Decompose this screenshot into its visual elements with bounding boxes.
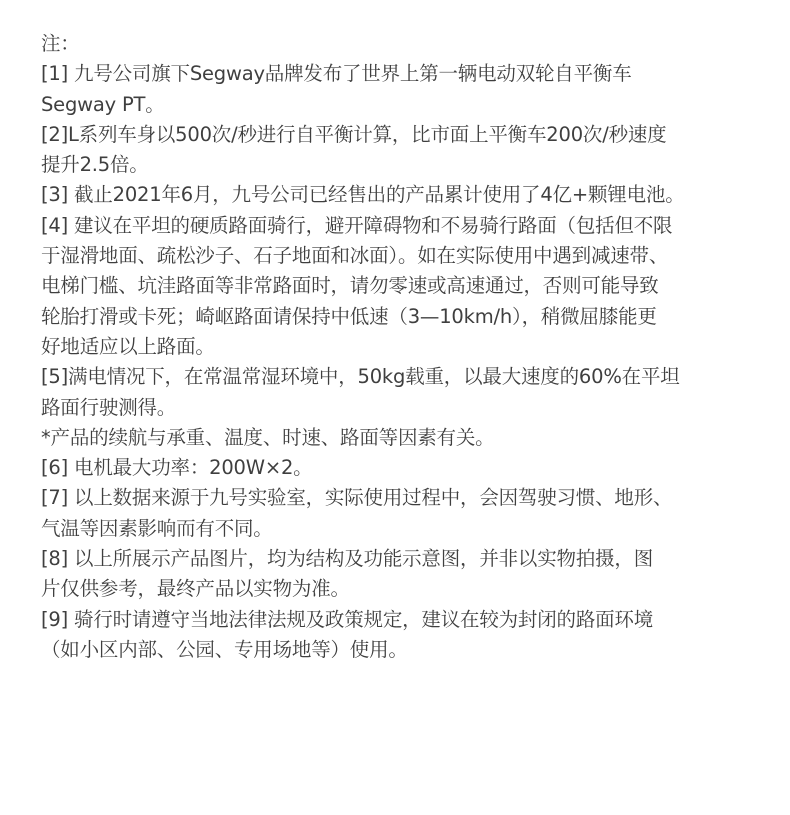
- note-4-line-3: 电梯门槛、坑洼路面等非常路面时，请勿零速或高速通过，否则可能导致: [41, 274, 659, 298]
- note-9-line-2: （如小区内部、公园、专用场地等）使用。: [41, 637, 408, 661]
- note-4-line-5: 好地适应以上路面。: [41, 334, 215, 358]
- note-7-line-2: 气温等因素影响而有不同。: [41, 516, 273, 540]
- note-5-line-1: [5]满电情况下，在常温常湿环境中，50kg载重，以最大速度的60%在平坦: [41, 365, 680, 389]
- note-8-line-1: [8] 以上所展示产品图片，均为结构及功能示意图，并非以实物拍摄，图: [41, 547, 654, 571]
- note-6-line-1: [6] 电机最大功率：200W×2。: [41, 456, 313, 480]
- note-4-line-1: [4] 建议在平坦的硬质路面骑行，避开障碍物和不易骑行路面（包括但不限: [41, 213, 673, 237]
- footnotes-block: [41, 29, 761, 665]
- note-4-line-2: 于湿滑地面、疏松沙子、石子地面和冰面）。如在实际使用中遇到减速带、: [41, 244, 669, 268]
- note-asterisk: *产品的续航与承重、温度、时速、路面等因素有关。: [41, 425, 495, 449]
- note-2-line-2: 提升2.5倍。: [41, 153, 149, 177]
- note-1-line-2: Segway PT。: [41, 92, 165, 116]
- note-3-line-1: [3] 截止2021年6月，九号公司已经售出的产品累计使用了4亿+颗锂电池。: [41, 183, 685, 207]
- note-7-line-1: [7] 以上数据来源于九号实验室，实际使用过程中，会因驾驶习惯、地形、: [41, 486, 673, 510]
- note-2-line-1: [2]L系列车身以500次/秒进行自平衡计算，比市面上平衡车200次/秒速度: [41, 122, 667, 146]
- note-4-line-4: 轮胎打滑或卡死；崎岖路面请保持中低速（3—10km/h），稍微屈膝能更: [41, 304, 657, 328]
- note-8-line-2: 片仅供参考，最终产品以实物为准。: [41, 577, 350, 601]
- note-9-line-1: [9] 骑行时请遵守当地法律法规及政策规定，建议在较为封闭的路面环境: [41, 607, 654, 631]
- note-1-line-1: [1] 九号公司旗下Segway品牌发布了世界上第一辆电动双轮自平衡车: [41, 62, 632, 86]
- notes-heading: 注：: [41, 32, 80, 55]
- note-5-line-2: 路面行驶测得。: [41, 395, 177, 419]
